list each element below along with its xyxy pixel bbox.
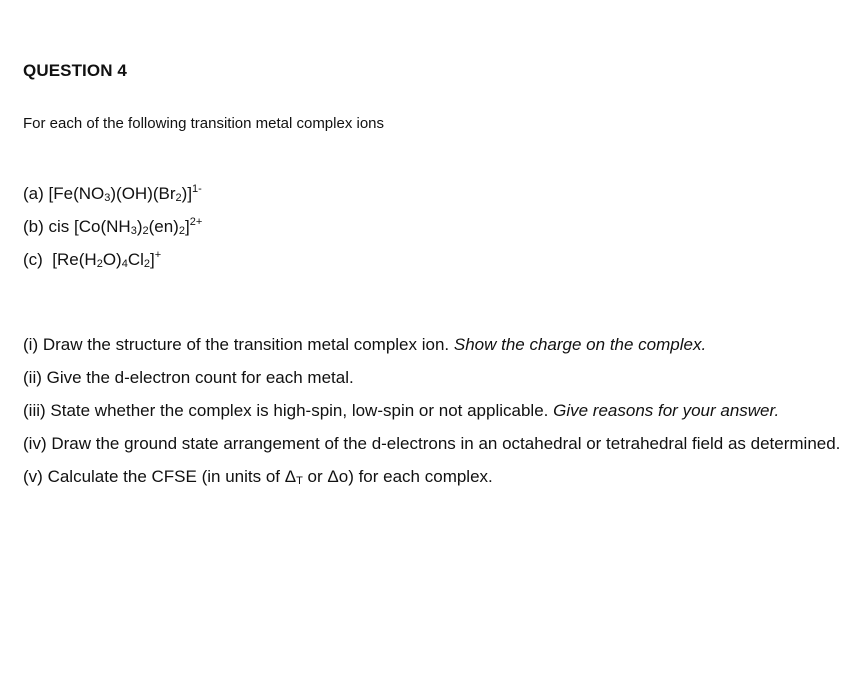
ion-label: (b) (23, 217, 44, 236)
part-emphasis: Show the charge on the complex. (453, 335, 707, 354)
part-iii (23, 394, 843, 427)
part-iv (23, 427, 843, 460)
part-v (23, 460, 843, 493)
question-intro: For each of the following transition metal complex ions (23, 115, 385, 132)
ion-formula: cis $[Co(NH_3)_2(en)_2]^{2+}$ (48, 216, 203, 237)
part-label: (v) (23, 467, 43, 486)
part-ii (23, 361, 843, 394)
ion-formula: $[Re(H_2O)_4Cl_2]^+$ (52, 249, 162, 270)
part-i (23, 328, 843, 361)
question-title: QUESTION 4 (23, 61, 127, 80)
part-text: Calculate the CFSE (in units of $\Delta_T$ or Δo) for each complex. (47, 467, 493, 487)
part-text: State whether the complex is high-spin, low-spin or not applicable. (50, 401, 549, 420)
ion-label: (c) (23, 250, 43, 269)
ion-item-b (23, 217, 202, 250)
ion-item-a (23, 184, 202, 217)
part-emphasis: Give reasons for your answer. (553, 401, 780, 420)
ion-item-c (23, 250, 202, 283)
part-text: Give the d-electron count for each metal. (46, 368, 354, 387)
ion-formula: $[Fe(NO_3)(OH)(Br_2)]^{1-}$ (48, 183, 202, 204)
part-text: Draw the structure of the transition metal complex ion. (42, 335, 450, 354)
part-text: Draw the ground state arrangement of the d-electrons in an octahedral or tetrahedral field as determined. (51, 434, 841, 453)
ion-label: (a) (23, 184, 44, 203)
part-label: (ii) (23, 368, 42, 387)
part-label: (i) (23, 335, 39, 354)
part-label: (iii) (23, 401, 46, 420)
question-parts (23, 328, 843, 493)
part-label: (iv) (23, 434, 47, 453)
complex-ion-list (23, 184, 202, 283)
